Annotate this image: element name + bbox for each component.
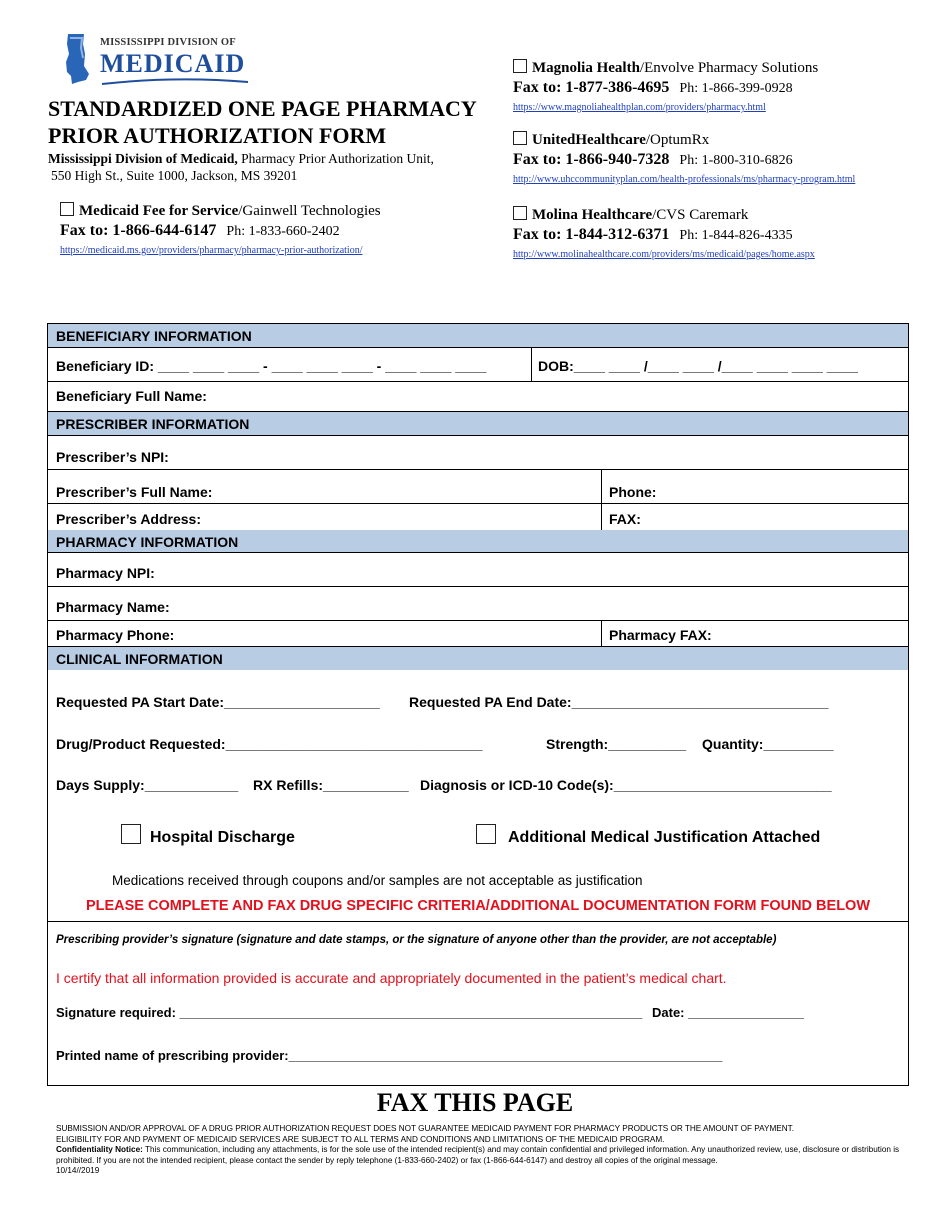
- hospital-discharge-label: Hospital Discharge: [150, 829, 295, 846]
- confidentiality-text: This communication, including any attachments, is for the sole use of the intended recipient(s) and may contain confidential and privileged information. Any unauthorized review, use, disclosure or distribution is prohibited. If you are not the intended recipient, please contact the sender by reply telephone (1-833-660-2402) or fax (1-866-644-6147) and destroy all copies of the original message.: [56, 1145, 900, 1165]
- fax-number: Fax to: 1-866-940-7328: [513, 151, 670, 168]
- plan-name-rest: /Envolve Pharmacy Solutions: [639, 60, 819, 76]
- plan-name: Magnolia Health: [532, 60, 640, 76]
- phone-number: Ph: 1-800-310-6826: [679, 153, 793, 168]
- quantity-field[interactable]: Quantity:_________: [702, 736, 834, 752]
- signature-field[interactable]: Signature required: ________________________________________________________________: [56, 1005, 643, 1020]
- medical-justification-checkbox[interactable]: [476, 824, 496, 844]
- agency-address: 550 High St., Suite 1000, Jackson, MS 39201: [51, 168, 298, 183]
- agency-unit: Pharmacy Prior Authorization Unit,: [237, 151, 434, 166]
- plan-link[interactable]: https://medicaid.ms.gov/providers/pharmacy/pharmacy-prior-authorization/: [60, 245, 363, 256]
- pharmacy-npi-field[interactable]: Pharmacy NPI:: [56, 565, 155, 581]
- beneficiary-header: BENEFICIARY INFORMATION: [48, 324, 908, 348]
- pa-start-date-field[interactable]: Requested PA Start Date:____________________: [56, 694, 380, 710]
- diagnosis-field[interactable]: Diagnosis or ICD-10 Code(s):____________________________: [420, 777, 832, 793]
- pa-end-date-field[interactable]: Requested PA End Date:_________________________________: [409, 694, 829, 710]
- plan-molina: [513, 206, 943, 262]
- plan-ffs: [60, 202, 500, 258]
- plan-name-rest: /OptumRx: [645, 132, 710, 148]
- logo-swoosh-icon: [100, 76, 250, 86]
- title-line1: STANDARDIZED ONE PAGE PHARMACY: [48, 96, 477, 121]
- days-supply-field[interactable]: Days Supply:____________: [56, 777, 239, 793]
- strength-field[interactable]: Strength:__________: [546, 736, 687, 752]
- plan-name-rest: /Gainwell Technologies: [238, 203, 381, 219]
- fax-number: Fax to: 1-877-386-4695: [513, 79, 670, 96]
- prescriber-header: PRESCRIBER INFORMATION: [48, 412, 908, 436]
- form-body: [47, 323, 909, 1086]
- beneficiary-id-field[interactable]: Beneficiary ID: ____ ____ ____ - ____ ____ ____ - ____ ____ ____: [56, 358, 487, 374]
- disclaimer-line2: ELIGIBILITY FOR AND PAYMENT OF MEDICAID SERVICES ARE SUBJECT TO ALL TERMS AND CONDITIONS AND LIMITATIONS OF THE MEDICAID PROGRAM.: [56, 1134, 665, 1144]
- plan-name: UnitedHealthcare: [532, 132, 646, 148]
- phone-number: Ph: 1-844-826-4335: [679, 228, 793, 243]
- form-title: [48, 95, 477, 149]
- plan-link[interactable]: http://www.molinahealthcare.com/providers/ms/medicaid/pages/home.aspx: [513, 249, 815, 260]
- confidentiality-label: Confidentiality Notice:: [56, 1145, 143, 1154]
- rx-refills-field[interactable]: RX Refills:___________: [253, 777, 409, 793]
- title-line2: PRIOR AUTHORIZATION FORM: [48, 123, 387, 148]
- phone-number: Ph: 1-866-399-0928: [679, 81, 793, 96]
- clinical-header: CLINICAL INFORMATION: [48, 647, 908, 670]
- disclaimer-line1: SUBMISSION AND/OR APPROVAL OF A DRUG PRIOR AUTHORIZATION REQUEST DOES NOT GUARANTEE MEDICAID PAYMENT FOR PHARMACY PRODUCTS OR THE AMOUNT OF PAYMENT.: [56, 1124, 795, 1133]
- agency-block: [48, 150, 434, 184]
- medical-justification-label: Additional Medical Justification Attached: [508, 829, 821, 846]
- plan-name: Molina Healthcare: [532, 207, 653, 223]
- fax-number: Fax to: 1-844-312-6371: [513, 226, 670, 243]
- plan-united: [513, 131, 943, 187]
- logo-line1: MISSISSIPPI DIVISION OF: [100, 37, 236, 48]
- plan-molina-checkbox[interactable]: [513, 206, 527, 220]
- plan-name: Medicaid Fee for Service: [79, 203, 239, 219]
- phone-number: Ph: 1-833-660-2402: [226, 224, 340, 239]
- footer-disclaimer: [56, 1124, 906, 1177]
- pharmacy-header: PHARMACY INFORMATION: [48, 530, 908, 553]
- plan-magnolia: [513, 59, 943, 115]
- certify-statement: I certify that all information provided is accurate and appropriately documented in the patient’s medical chart.: [56, 970, 727, 986]
- signature-date-field[interactable]: Date: ________________: [652, 1005, 804, 1020]
- drug-requested-field[interactable]: Drug/Product Requested:_________________________________: [56, 736, 483, 752]
- pharmacy-fax-field[interactable]: Pharmacy FAX:: [609, 627, 712, 643]
- prescriber-address-field[interactable]: Prescriber’s Address:: [56, 511, 201, 527]
- criteria-alert: PLEASE COMPLETE AND FAX DRUG SPECIFIC CRITERIA/ADDITIONAL DOCUMENTATION FORM FOUND BELOW: [85, 898, 871, 914]
- printed-name-field[interactable]: Printed name of prescribing provider:____________________________________________________________: [56, 1048, 723, 1063]
- version-date: 10/14//2019: [56, 1166, 100, 1175]
- plan-united-checkbox[interactable]: [513, 131, 527, 145]
- beneficiary-name-field[interactable]: Beneficiary Full Name:: [56, 388, 207, 404]
- plan-link[interactable]: http://www.uhccommunityplan.com/health-professionals/ms/pharmacy-program.html: [513, 174, 856, 185]
- prescriber-phone-field[interactable]: Phone:: [609, 484, 657, 500]
- fax-this-page: FAX THIS PAGE: [376, 1088, 574, 1117]
- logo-line2: MEDICAID: [100, 49, 246, 78]
- plan-ffs-checkbox[interactable]: [60, 202, 74, 216]
- fax-number: Fax to: 1-866-644-6147: [60, 222, 217, 239]
- pharmacy-phone-field[interactable]: Pharmacy Phone:: [56, 627, 175, 643]
- signature-caption: Prescribing provider’s signature (signature and date stamps, or the signature of anyone other than the provider, are not acceptable): [56, 934, 777, 946]
- pharmacy-name-field[interactable]: Pharmacy Name:: [56, 599, 170, 615]
- prescriber-npi-field[interactable]: Prescriber’s NPI:: [56, 449, 169, 465]
- plan-name-rest: /CVS Caremark: [652, 207, 749, 223]
- plan-link[interactable]: https://www.magnoliahealthplan.com/providers/pharmacy.html: [513, 102, 766, 113]
- coupon-note: Medications received through coupons and/or samples are not acceptable as justification: [112, 873, 643, 888]
- logo: [62, 30, 252, 90]
- dob-field[interactable]: DOB:____ ____ /____ ____ /____ ____ ____ ____: [538, 358, 858, 374]
- mississippi-state-icon: [62, 32, 92, 86]
- prescriber-name-field[interactable]: Prescriber’s Full Name:: [56, 484, 213, 500]
- prescriber-fax-field[interactable]: FAX:: [609, 511, 641, 527]
- hospital-discharge-checkbox[interactable]: [121, 824, 141, 844]
- agency-name: Mississippi Division of Medicaid,: [48, 151, 238, 166]
- plan-magnolia-checkbox[interactable]: [513, 59, 527, 73]
